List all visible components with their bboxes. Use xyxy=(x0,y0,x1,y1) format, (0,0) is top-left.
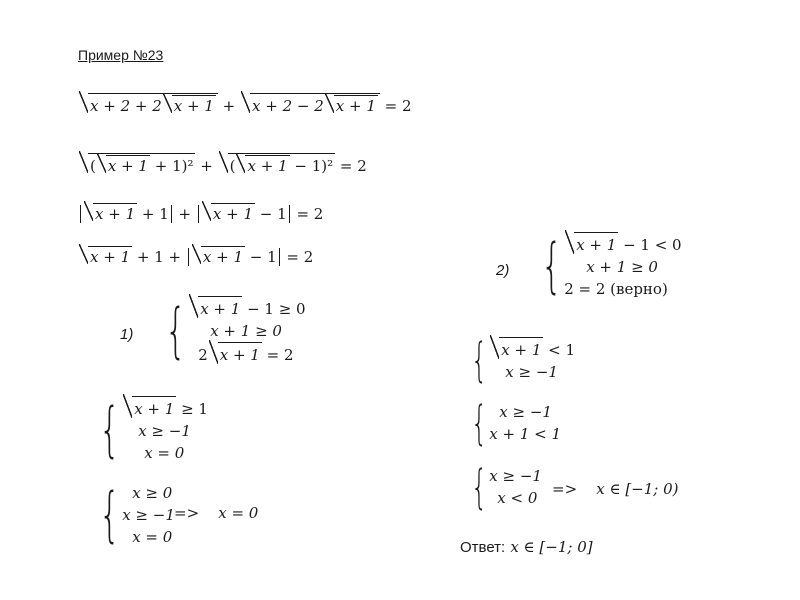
case-2-system: { x + 1 − 1 < 0 x + 1 ≥ 0 2 = 2 (верно) xyxy=(541,231,682,301)
case-2-result: => x ∈ [−1; 0) xyxy=(552,480,679,498)
answer-line xyxy=(460,537,593,556)
sqrt: x + 2 + 2 x + 1 xyxy=(79,93,218,115)
equation-line-4: x + 1 + 1 + x + 1 − 1 = 2 xyxy=(78,246,313,266)
equation-line-2: ( x + 1 + 1)² + ( x + 1 − 1)² = 2 xyxy=(78,153,367,175)
equation-line-3: x + 1 + 1 + x + 1 − 1 = 2 xyxy=(78,203,323,223)
equation-line-1: x + 2 + 2 x + 1 + x + 2 − 2 x + 1 = 2 xyxy=(78,93,412,115)
case-1-system-3: { x ≥ 0 x ≥ −1 x = 0 xyxy=(99,480,175,550)
case-2-label: 2) xyxy=(496,262,510,279)
case-2-system-3: { x ≥ −1 x + 1 < 1 xyxy=(471,396,562,450)
case-2-system-2: { x + 1 < 1 x ≥ −1 xyxy=(471,333,576,387)
answer-label: Ответ: xyxy=(460,539,506,556)
case-1-result: => x = 0 xyxy=(174,504,259,522)
page-title: Пример №23 xyxy=(78,47,164,63)
case-1-system-2: { x + 1 ≥ 1 x ≥ −1 x = 0 xyxy=(99,395,208,465)
case-2-system-4: { x ≥ −1 x < 0 xyxy=(471,460,542,514)
answer-value: x ∈ [−1; 0] xyxy=(510,538,593,556)
sqrt: x + 2 − 2 x + 1 xyxy=(241,93,380,115)
case-1-system: { x + 1 − 1 ≥ 0 x + 1 ≥ 0 2 x + 1 = 2 xyxy=(165,296,306,366)
case-1-label: 1) xyxy=(120,326,134,343)
